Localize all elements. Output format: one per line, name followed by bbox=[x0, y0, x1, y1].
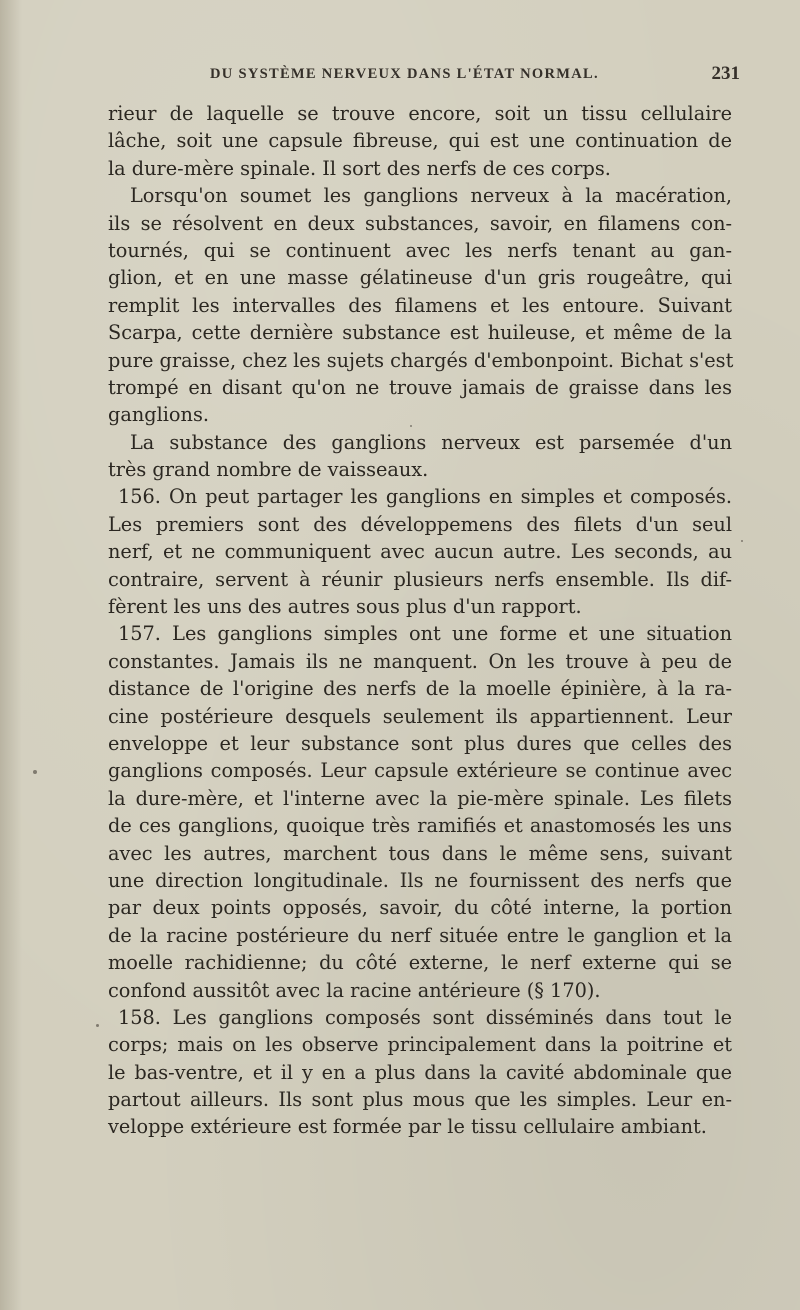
body-text bbox=[108, 100, 732, 1141]
text-line: rieur de laquelle se trouve encore, soit un tissu cellulaire bbox=[108, 102, 732, 125]
page-number: 231 bbox=[711, 63, 740, 84]
paragraph-start-line: Lorsqu'on soumet les ganglions nerveux à la macération, bbox=[130, 184, 732, 208]
paper-speck bbox=[741, 540, 743, 542]
section-157-start-line: 157. Les ganglions simples ont une forme et une situation bbox=[118, 622, 732, 646]
text-line: contraire, servent à réunir plusieurs nerfs ensemble. Ils dif- bbox=[108, 567, 732, 591]
text-line: la dure-mère, et l'interne avec la pie-mère spinale. Les filets bbox=[108, 786, 732, 810]
text-line: avec les autres, marchent tous dans le même sens, suivant bbox=[108, 841, 732, 865]
text-line: de ces ganglions, quoique très ramifiés et anastomosés les uns bbox=[108, 814, 732, 838]
text-line: enveloppe et leur substance sont plus dures que celles des bbox=[108, 731, 732, 755]
text-line: Scarpa, cette dernière substance est huileuse, et même de la bbox=[108, 321, 732, 345]
paper-speck bbox=[96, 1024, 99, 1027]
text-line: trompé en disant qu'on ne trouve jamais de graisse dans les bbox=[108, 375, 732, 399]
section-158-start-line: 158. Les ganglions composés sont disséminés dans tout le bbox=[118, 1005, 732, 1029]
text-line: par deux points opposés, savoir, du côté interne, la portion bbox=[108, 896, 732, 920]
text-line: constantes. Jamais ils ne manquent. On les trouve à peu de bbox=[108, 649, 732, 673]
text-line: ganglions. bbox=[108, 403, 209, 427]
text-line: confond aussitôt avec la racine antérieure (§ 170). bbox=[108, 978, 601, 1002]
text-line: la dure-mère spinale. Il sort des nerfs de ces corps. bbox=[108, 156, 611, 180]
text-line: veloppe extérieure est formée par le tissu cellulaire ambiant. bbox=[108, 1115, 707, 1139]
text-line: une direction longitudinale. Ils ne fournissent des nerfs que bbox=[108, 868, 732, 892]
text-line: tournés, qui se continuent avec les nerfs tenant au gan- bbox=[108, 238, 732, 262]
text-line: cine postérieure desquels seulement ils appartiennent. Leur bbox=[108, 704, 732, 728]
page-edge-shadow bbox=[0, 0, 22, 1310]
text-line: nerf, et ne communiquent avec aucun autre. Les seconds, au bbox=[108, 540, 732, 564]
text-line: glion, et en une masse gélatineuse d'un gris rougeâtre, qui bbox=[108, 266, 732, 290]
text-line: partout ailleurs. Ils sont plus mous que les simples. Leur en- bbox=[108, 1088, 732, 1112]
text-line: de la racine postérieure du nerf située entre le ganglion et la bbox=[108, 923, 732, 947]
text-line: remplit les intervalles des filamens et les entoure. Suivant bbox=[108, 293, 732, 317]
text-line: corps; mais on les observe principalement dans la poitrine et bbox=[108, 1033, 732, 1057]
text-line: distance de l'origine des nerfs de la moelle épinière, à la ra- bbox=[108, 677, 732, 701]
section-156-start-line: 156. On peut partager les ganglions en simples et composés. bbox=[118, 485, 732, 509]
text-line: ganglions composés. Leur capsule extérieure se continue avec bbox=[108, 759, 732, 783]
page-header bbox=[108, 63, 740, 92]
paper-speck bbox=[33, 770, 37, 774]
text-line: lâche, soit une capsule fibreuse, qui est une continuation de bbox=[108, 129, 732, 153]
text-line: ils se résolvent en deux substances, savoir, en filamens con- bbox=[108, 211, 732, 235]
text-line: fèrent les uns des autres sous plus d'un rapport. bbox=[108, 595, 582, 619]
paper-speck bbox=[410, 425, 412, 427]
text-line: Les premiers sont des développemens des filets d'un seul bbox=[108, 512, 732, 536]
text-line: très grand nombre de vaisseaux. bbox=[108, 458, 429, 482]
text-line: pure graisse, chez les sujets chargés d'embonpoint. Bichat s'est bbox=[108, 348, 734, 372]
running-head: DU SYSTÈME NERVEUX DANS L'ÉTAT NORMAL. bbox=[210, 66, 599, 82]
paragraph-start-line: La substance des ganglions nerveux est parsemée d'un bbox=[130, 430, 732, 454]
text-line: le bas-ventre, et il y en a plus dans la cavité abdominale que bbox=[108, 1060, 732, 1084]
text-line: moelle rachidienne; du côté externe, le nerf externe qui se bbox=[108, 951, 732, 975]
